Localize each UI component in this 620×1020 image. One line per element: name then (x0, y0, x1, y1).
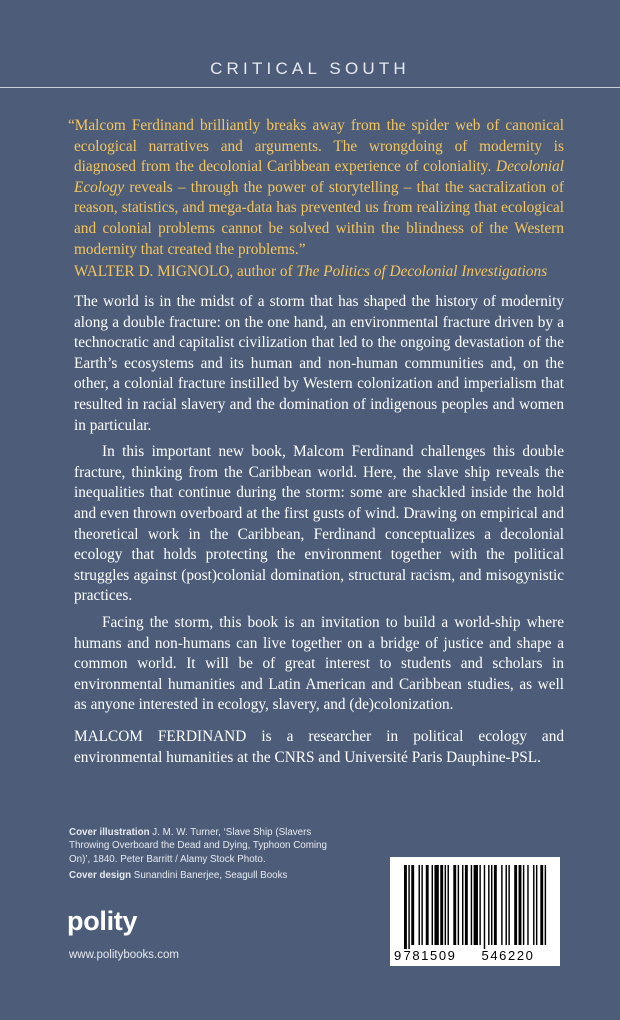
cover-credits (69, 826, 331, 885)
barcode-bar (506, 865, 507, 945)
design-credit (69, 869, 331, 882)
isbn-prefix-digit: 9 (394, 948, 402, 963)
series-title: CRITICAL SOUTH (210, 59, 410, 78)
barcode-bar (453, 865, 456, 945)
illustration-credit-text: J. M. W. Turner, ‘Slave Ship (Slavers Throwing Overboard the Dead and Dying, Typhoon Coming On)’, 1840. Peter Barritt / Alamy Stock Photo. (69, 827, 327, 865)
barcode-bar (421, 865, 422, 945)
publisher-logo: polity (67, 906, 138, 936)
quote-attribution (74, 262, 564, 283)
barcode-bar (479, 865, 480, 945)
attribution-name: WALTER D. MIGNOLO, author of (74, 263, 297, 281)
barcode-bar (545, 865, 546, 945)
barcode-bar (536, 865, 537, 945)
barcode-bar (484, 865, 485, 949)
barcode-bar (514, 865, 517, 945)
description-paragraph-2: In this important new book, Malcom Ferdinand challenges this double fracture, thinking from the Caribbean world. Here, the slave ship reveals the inequalities that continue during the storm: some are shackled inside the hold and even thrown overboard at the first gusts of wind. Drawing on empirical and theoretical work in the Caribbean, Ferdinand conceptualizes a decolonial ecology that holds protecting the environment together with the political struggles against (post)colonial domination, structural racism, and misogynistic practices. (74, 443, 564, 605)
barcode-bar (419, 865, 420, 945)
barcode-graphic (390, 857, 560, 966)
barcode-bar (488, 865, 489, 945)
barcode-bar (501, 865, 502, 945)
barcode-bar (533, 865, 534, 945)
quote-part-2: reveals – through the power of storytelling – that the sacralization of reason, statistics, and mega-data has prevented us from realizing that ecological and colonial problems cannot be solved within the blindness of the Western modernity that created the problems.” (74, 178, 564, 258)
barcode-bar (404, 865, 407, 949)
barcode-bar (474, 865, 478, 945)
isbn-barcode (390, 857, 560, 966)
series-header (0, 0, 620, 88)
barcode-bar (465, 865, 468, 945)
endorsement-quote (68, 116, 564, 283)
author-bio: MALCOM FERDINAND is a researcher in political ecology and environmental humanities at the CNRS and Université Paris Dauphine-PSL. (74, 728, 564, 766)
barcode-bar (527, 865, 528, 945)
barcode-bar (445, 865, 446, 945)
quote-part-1: “Malcom Ferdinand brilliantly breaks away from the spider web of canonical ecological narratives and arguments. The wrongdoing of modernity is diagnosed from the decolonial Caribbean experience of coloniality. (68, 117, 564, 176)
barcode-bar (408, 865, 409, 949)
barcode-bars (404, 865, 546, 949)
barcode-bar (491, 865, 492, 945)
design-credit-label: Cover design (69, 869, 132, 881)
barcode-bar (508, 865, 509, 945)
description-paragraph-1: The world is in the midst of a storm that has shaped the history of modernity along a double fracture: on the one hand, an environmental fracture driven by a technocratic and capitalist civilization that led to the ongoing devastation of the Earth’s ecosystems and its human and non-human communities and, on the other, a colonial fracture instilled by Western colonization and imperialism that resulted in racial slavery and the domination of indigenous peoples and women in particular. (74, 293, 564, 434)
book-description (74, 292, 564, 722)
barcode-bar (471, 865, 472, 945)
barcode-bar (432, 865, 433, 945)
barcode-bar (519, 865, 522, 945)
barcode-bar (494, 865, 497, 945)
barcode-bar (448, 865, 449, 945)
quote-book-title: Decolonial Ecology (74, 158, 564, 196)
barcode-bar (440, 865, 443, 945)
isbn-digits-right: 546220 (481, 948, 535, 963)
isbn-digits-left: 781509 (403, 948, 457, 963)
barcode-bar (462, 865, 463, 945)
barcode-bar (540, 865, 543, 945)
design-credit-text: Sunandini Banerjee, Seagull Books (131, 869, 288, 881)
barcode-bar (458, 865, 459, 945)
illustration-credit (69, 826, 331, 866)
barcode-bar (426, 865, 429, 945)
barcode-bar (434, 865, 438, 945)
barcode-bar (411, 865, 414, 945)
barcode-bar (523, 865, 524, 945)
quote-text (68, 116, 564, 260)
attribution-book-title: The Politics of Decolonial Investigations (296, 263, 548, 281)
illustration-credit-label: Cover illustration (69, 827, 150, 838)
description-paragraph-3: Facing the storm, this book is an invitation to build a world-ship where humans and non-humans can live together on a bridge of justice and shape a common world. It will be of great interest to students and scholars in environmental humanities and Latin American and Caribbean studies, as well as anyone interested in ecology, slavery, and (de)colonization. (74, 613, 564, 714)
publisher-url[interactable]: www.politybooks.com (69, 949, 179, 961)
